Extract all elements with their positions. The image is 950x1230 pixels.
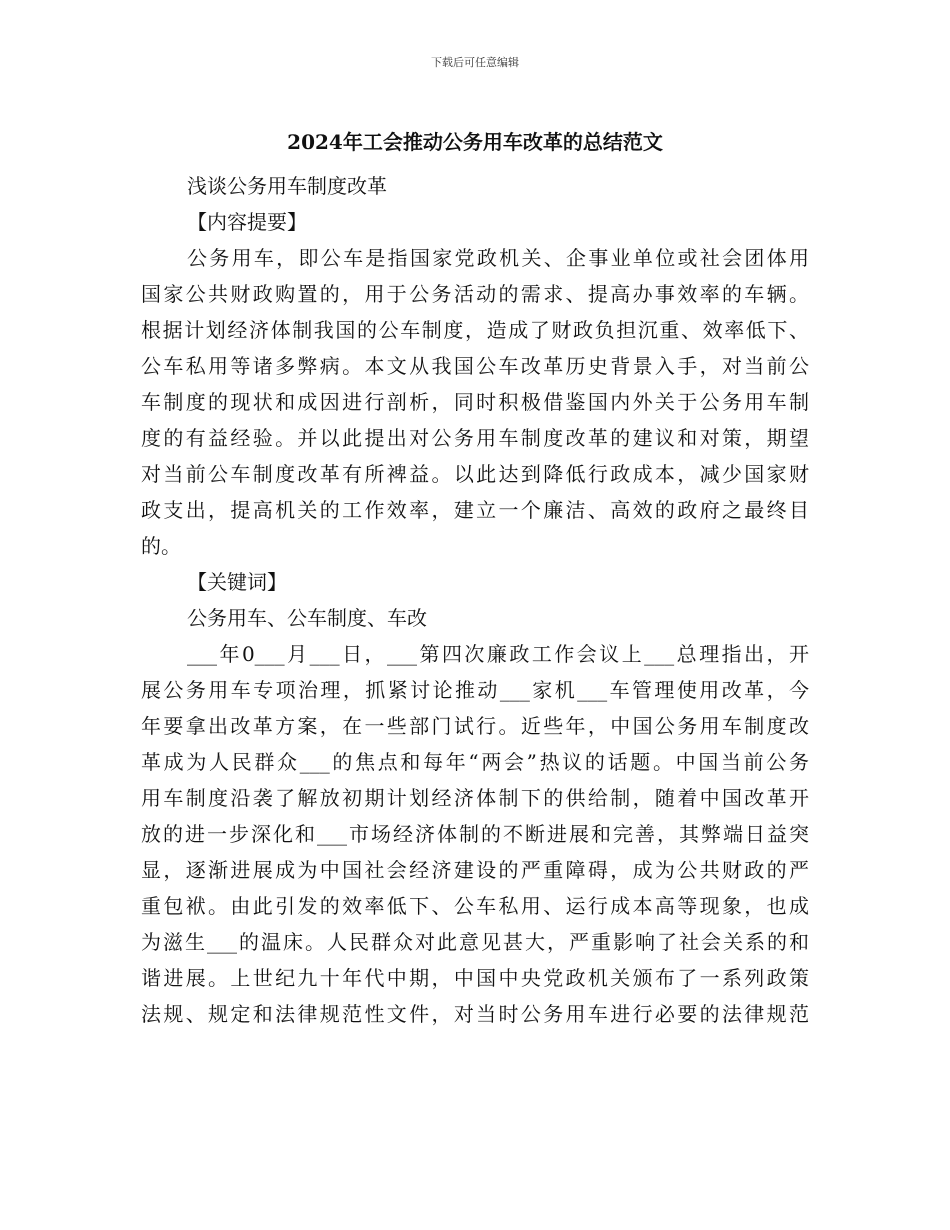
header-note: 下载后可任意编辑 <box>431 56 519 69</box>
abstract-line: 的。 <box>141 534 181 558</box>
body-line: 革成为人民群众___的焦点和每年“两会”热议的话题。中国当前公务 <box>141 750 809 774</box>
body-line: 用车制度沿袭了解放初期计划经济体制下的供给制，随着中国改革开 <box>141 786 809 810</box>
body-line: 显，逐渐进展成为中国社会经济建设的严重障碍，成为公共财政的严 <box>141 858 809 882</box>
keywords: 公务用车、公车制度、车改 <box>187 606 427 630</box>
body-line: 法规、规定和法律规范性文件，对当时公务用车进行必要的法律规范 <box>141 1002 809 1026</box>
abstract-line: 公务用车，即公车是指国家党政机关、企事业单位或社会团体用 <box>187 246 809 270</box>
body-line: 为滋生___的温床。人民群众对此意见甚大，严重影响了社会关系的和 <box>141 930 809 954</box>
body-line: 放的进一步深化和___市场经济体制的不断进展和完善，其弊端日益突 <box>141 822 809 846</box>
abstract-line: 根据计划经济体制我国的公车制度，造成了财政负担沉重、效率低下、 <box>141 318 809 342</box>
abstract-line: 政支出，提高机关的工作效率，建立一个廉洁、高效的政府之最终目 <box>141 498 809 522</box>
subtitle: 浅谈公务用车制度改革 <box>187 174 387 198</box>
abstract-line: 公车私用等诸多弊病。本文从我国公车改革历史背景入手，对当前公 <box>141 354 809 378</box>
abstract-line: 车制度的现状和成因进行剖析，同时积极借鉴国内外关于公务用车制 <box>141 390 809 414</box>
abstract-line: 度的有益经验。并以此提出对公务用车制度改革的建议和对策，期望 <box>141 426 809 450</box>
body-line: 年要拿出改革方案，在一些部门试行。近些年，中国公务用车制度改 <box>141 714 809 738</box>
abstract-heading: 【内容提要】 <box>187 210 307 234</box>
body-line: ___年0___月___日，___第四次廉政工作会议上___总理指出，开 <box>187 642 809 666</box>
abstract-line: 国家公共财政购置的，用于公务活动的需求、提高办事效率的车辆。 <box>141 282 809 306</box>
document-title: 2024年工会推动公务用车改革的总结范文 <box>287 130 663 154</box>
body-line: 展公务用车专项治理，抓紧讨论推动___家机___车管理使用改革，今 <box>141 678 809 702</box>
abstract-line: 对当前公车制度改革有所裨益。以此达到降低行政成本，减少国家财 <box>141 462 809 486</box>
body-line: 重包袱。由此引发的效率低下、公车私用、运行成本高等现象，也成 <box>141 894 809 918</box>
keywords-heading: 【关键词】 <box>187 570 287 594</box>
body-line: 谐进展。上世纪九十年代中期，中国中央党政机关颁布了一系列政策 <box>141 966 809 990</box>
